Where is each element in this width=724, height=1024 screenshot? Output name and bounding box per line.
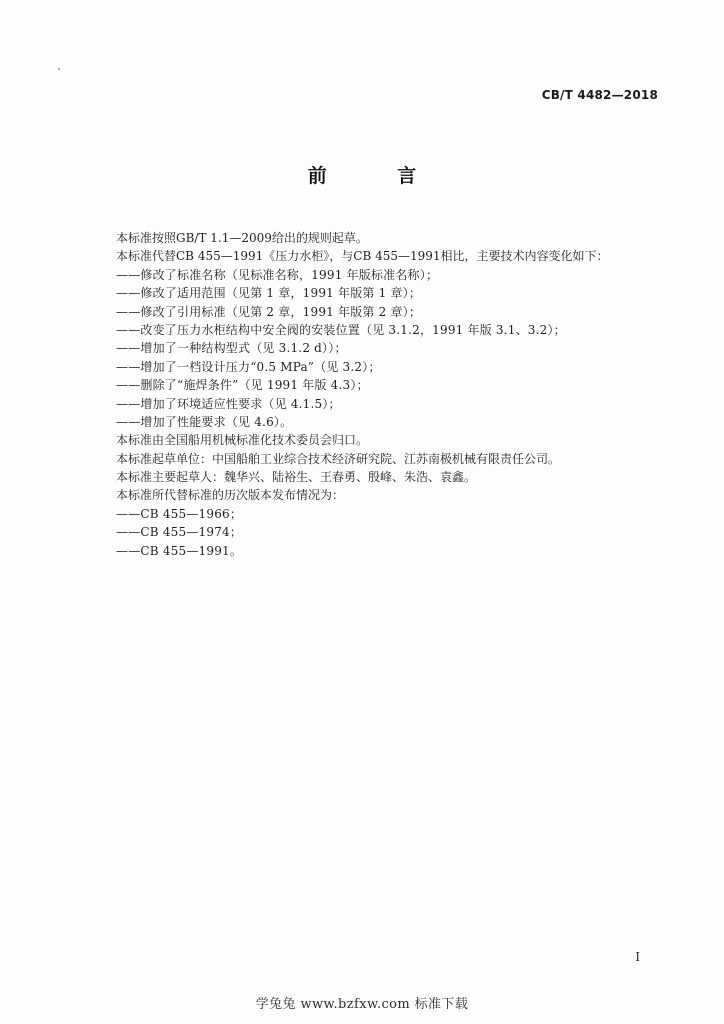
list-item: ——修改了适用范围（见第 1 章，1991 年版第 1 章）； [116, 286, 422, 301]
list-item: ——CB 455—1966； [116, 506, 243, 521]
list-item: ——增加了环境适应性要求（见 4.1.5）； [116, 396, 341, 411]
foreword-body [116, 229, 636, 560]
list-item: ——删除了“施焊条件”（见 1991 年版 4.3）； [116, 378, 369, 393]
list-item: ——CB 455—1974； [116, 525, 243, 540]
list-item: ——CB 455—1991。 [116, 543, 243, 558]
list-item: ——改变了压力水柜结构中安全阀的安装位置（见 3.1.2，1991 年版 3.1、3.2）； [116, 322, 566, 337]
standard-code: CB/T 4482—2018 [541, 88, 658, 102]
list-item: ——增加了一种结构型式（见 3.1.2 d））； [116, 341, 347, 356]
body-line: 本标准所代替标准的历次版本发布情况为： [116, 488, 345, 503]
page-title: 前 言 [307, 165, 449, 187]
page-number: I [635, 950, 640, 964]
body-line: 本标准由全国船用机械标准化技术委员会归口。 [116, 433, 369, 448]
body-line: 本标准主要起草人：魏华兴、陆裕生、王春勇、殷峰、朱浩、袁鑫。 [116, 470, 477, 485]
scan-speck [58, 68, 60, 70]
list-item: ——修改了标准名称（见标准名称，1991 年版标准名称）； [116, 267, 439, 282]
body-line: 本标准按照GB/T 1.1—2009给出的规则起草。 [116, 231, 368, 245]
body-line: 本标准起草单位：中国船舶工业综合技术经济研究院、江苏南极机械有限责任公司。 [116, 451, 561, 466]
footer-watermark-text: 学兔兔 www.bzfxw.com 标准下载 [255, 997, 469, 1012]
list-item: ——修改了引用标准（见第 2 章，1991 年版第 2 章）； [116, 304, 422, 319]
list-item: ——增加了一档设计压力“0.5 MPa”（见 3.2）； [116, 359, 381, 374]
list-item: ——增加了性能要求（见 4.6）。 [116, 414, 293, 429]
body-line: 本标准代替CB 455—1991《压力水柜》，与CB 455—1991相比，主要技术内容变化如下： [116, 249, 609, 264]
